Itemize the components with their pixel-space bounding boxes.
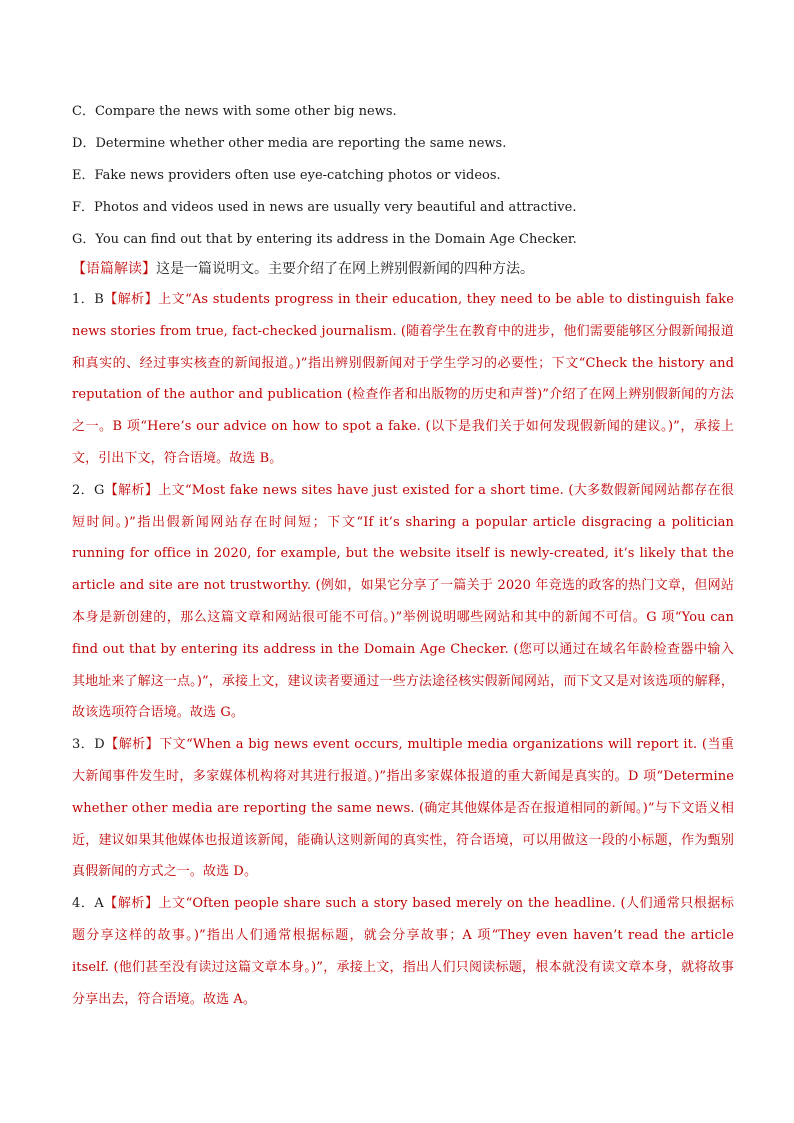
interpretation-tag: 【语篇解读】 (72, 261, 156, 277)
answer-explanation (72, 729, 734, 888)
answer-number: 1．B (72, 292, 104, 307)
analysis-section (72, 256, 734, 1015)
answer-number: 3．D (72, 737, 105, 753)
option-item: E．Fake news providers often use eye-catching photos or videos. (72, 168, 501, 183)
analysis-text: 下文“When a big news event occurs, multiple media organizations will report it. (当重大新闻事件发生时，多家媒体机构将对其进行报道。)”指出多家媒体报道的重大新闻是真实的。D 项“Determine whether other media are reporting the same news. (确定其他媒体是否在报道相同的新闻。)”与下文语义相近，建议如果其他媒体也报道该新闻，能确认这则新闻的真实性，符合语境，可以用做这一段的小标题，作为甄别真假新闻的方式之一。故选 D。 (72, 737, 735, 880)
interpretation-text: 这是一篇说明文。主要介绍了在网上辨别假新闻的四种方法。 (156, 261, 534, 277)
analysis-tag: 【解析】 (104, 482, 159, 498)
analysis-text: 上文“As students progress in their education, they need to be able to distinguish fake news stories from true, fact-checked journalism. (随着学生在教育中的进步，他们需要能够区分假新闻报道和真实的、经过事实核查的新闻报道。)”指出辨别假新闻对于学生学习的必要性；下文“Check the history and reputation of the author and publication (检查作者和出版物的历史和声誉)”介绍了在网上辨别假新闻的方法之一。B 项“Here’s our advice on how to spot a fake. (以下是我们关于如何发现假新闻的建议。)”，承接上文，引出下文，符合语境。故选 B。 (72, 292, 735, 466)
analysis-tag: 【解析】 (103, 292, 159, 307)
option-list (72, 100, 732, 260)
answer-explanation (72, 284, 734, 475)
analysis-tag: 【解析】 (103, 896, 159, 912)
answer-number: 2．G (72, 482, 105, 498)
option-item: C．Compare the news with some other big news. (72, 104, 397, 119)
analysis-text: 上文“Most fake news sites have just existed for a short time. (大多数假新闻网站都存在很短时间。)”指出假新闻网站存在时间短；下文“If it’s sharing a popular article disgracing a politician running for office in 2020, for example, but the website itself is newly-created, it’s likely that the article and site are not trustworthy. (例如，如果它分享了一篇关于 2020 年竞选的政客的热门文章，但网站本身是新创建的，那么这篇文章和网站很可能不可信。)”举例说明哪些网站和其中的新闻不可信。G 项“You can find out that by entering its address in the Domain Age Checker. (您可以通过在域名年龄检查器中输入其地址来了解这一点。)”，承接上文，建议读者要通过一些方法途径核实假新闻网站，而下文又是对该选项的解释，故该选项符合语境。故选 G。 (72, 482, 734, 721)
answer-explanation (72, 888, 734, 1015)
option-item: F．Photos and videos used in news are usually very beautiful and attractive. (72, 200, 577, 215)
option-item: D．Determine whether other media are reporting the same news. (72, 136, 507, 151)
answer-explanation (72, 475, 734, 729)
analysis-text: 上文“Often people share such a story based merely on the headline. (人们通常只根据标题分享这样的故事。)”指出人们通常根据标题，就会分享故事；A 项“They even haven’t read the article itself. (他们甚至没有读过这篇文章本身。)”，承接上文，指出人们只阅读标题，根本就没有读文章本身，就将故事分享出去，符合语境。故选 A。 (72, 896, 734, 1007)
analysis-tag: 【解析】 (104, 737, 160, 753)
option-item: G．You can find out that by entering its address in the Domain Age Checker. (72, 232, 577, 247)
answer-number: 4．A (72, 896, 104, 912)
passage-interpretation (72, 256, 734, 282)
